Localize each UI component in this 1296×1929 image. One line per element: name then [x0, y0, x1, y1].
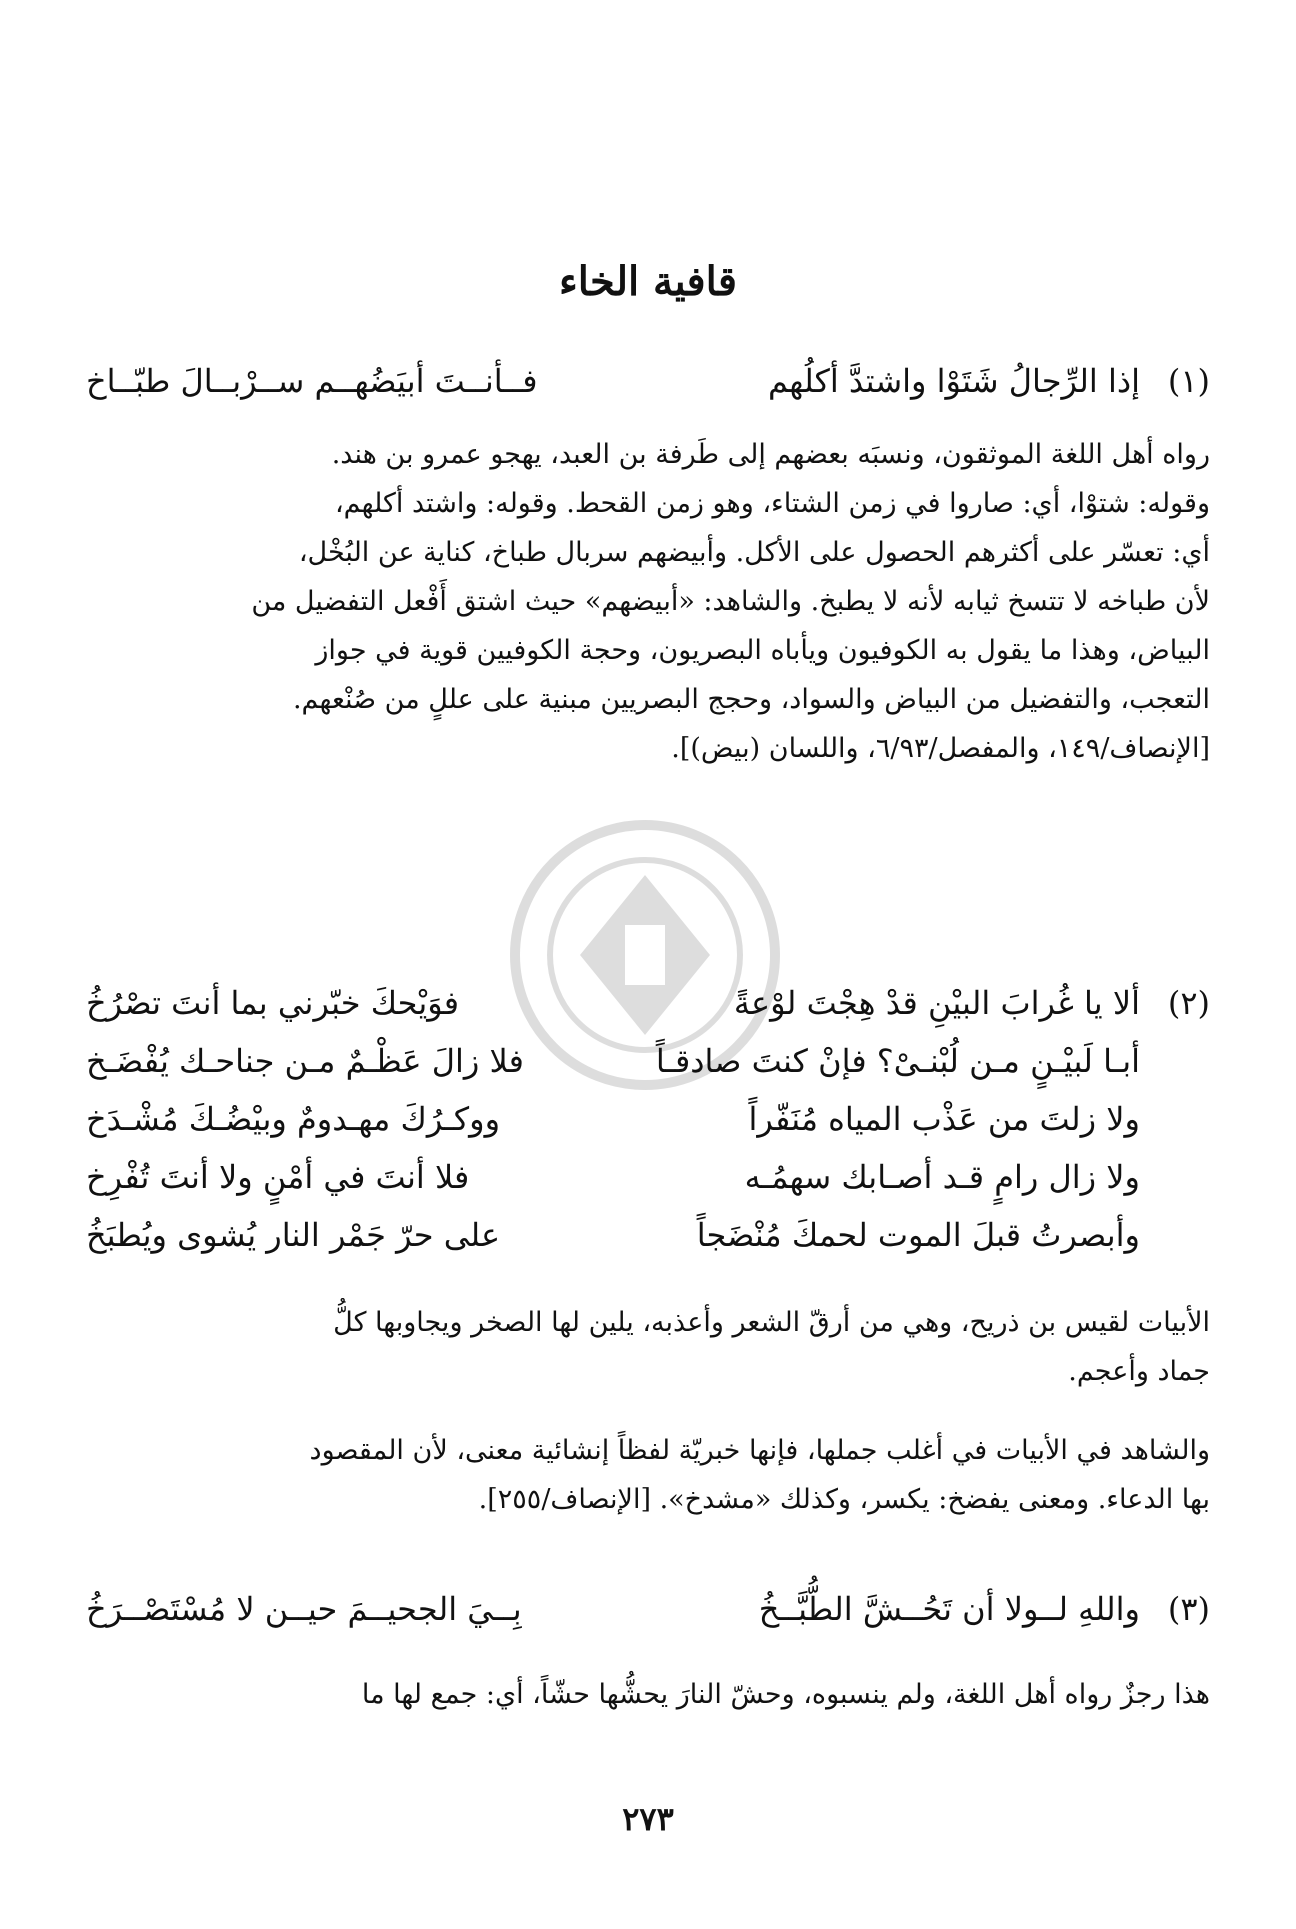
verse-number: (٢): [1167, 984, 1210, 1022]
commentary-line: والشاهد في الأبيات في أغلب جملها، فإنها خبريّة لفظاً إنشائية معنى، لأن المقصود: [309, 1435, 1210, 1466]
verse-number: (١): [1167, 362, 1210, 400]
verse-2-line-1: [86, 974, 1210, 1032]
verse-first-hemistich: وأبصرتُ قبلَ الموت لحمكَ مُنْضَجاً: [696, 1216, 1140, 1254]
commentary-2b: [86, 1426, 1210, 1524]
verse-2-line-4: [86, 1148, 1210, 1206]
verse-3: [86, 1580, 1210, 1638]
verse-second-hemistich: فوَيْحكَ خبّرني بما أنتَ تصْرُخُ: [86, 984, 460, 1022]
verse-second-hemistich: على حرّ جَمْر النار يُشوى ويُطبَخُ: [86, 1216, 501, 1254]
commentary-line: رواه أهل اللغة الموثقون، ونسبَه بعضهم إلى طَرفة بن العبد، يهجو عمرو بن هند.: [331, 439, 1210, 470]
verse-second-hemistich: فــأنــتَ أبيَضُهــم ســرْبــالَ طبّــاخ: [86, 362, 538, 400]
verse-second-hemistich: ووكـرُكَ مهـدومٌ وبيْضُـكَ مُشْـدَخ: [86, 1100, 501, 1138]
rhyme-section-title: قافية الخاء: [559, 258, 737, 305]
commentary-2a: [86, 1298, 1210, 1396]
commentary-1: [86, 430, 1210, 773]
verse-first-hemistich: ولا زال رامٍ قـد أصـابك سهمُـه: [744, 1158, 1140, 1196]
verse-first-hemistich: ألا يا غُرابَ البيْنِ قدْ هِجْتَ لوْعةً: [733, 984, 1140, 1022]
verse-first-hemistich: أبـا لَبيْـنٍ مـن لُبْنـىْ؟ فإنْ كنتَ صادقـاً: [655, 1042, 1140, 1080]
commentary-line: الأبيات لقيس بن ذريح، وهي من أرقّ الشعر وأعذبه، يلين لها الصخر ويجاوبها كلُّ: [333, 1307, 1210, 1338]
verse-first-hemistich: ولا زلتَ من عَذْب المياه مُنَفّراً: [748, 1100, 1140, 1138]
commentary-line: وقوله: شتوْا، أي: صاروا في زمن الشتاء، وهو زمن القحط. وقوله: واشتد أكلهم،: [334, 488, 1210, 519]
commentary-3: [86, 1670, 1210, 1719]
verse-2-line-5: [86, 1206, 1210, 1264]
verse-second-hemistich: فلا أنتَ في أمْنٍ ولا أنتَ تُفْرِخ: [86, 1158, 470, 1196]
commentary-line: أي: تعسّر على أكثرهم الحصول على الأكل. وأبيضهم سربال طباخ، كناية عن البُخْل،: [298, 537, 1210, 568]
commentary-line: البياض، وهذا ما يقول به الكوفيون ويأباه البصريون، وحجة الكوفيين قوية في جواز: [315, 635, 1210, 666]
verse-2-line-3: [86, 1090, 1210, 1148]
commentary-line: لأن طباخه لا تتسخ ثيابه لأنه لا يطبخ. والشاهد: «أبيضهم» حيث اشتق أَفْعل التفضيل من: [251, 586, 1210, 617]
verse-second-hemistich: فلا زالَ عَظْـمٌ مـن جناحـك يُفْضَـخ: [86, 1042, 524, 1080]
commentary-line: بها الدعاء. ومعنى يفضخ: يكسر، وكذلك «مشدخ». [الإنصاف/٢٥٥].: [478, 1484, 1210, 1515]
commentary-line: جماد وأعجم.: [1068, 1356, 1210, 1387]
commentary-line: [الإنصاف/١٤٩، والمفصل/٦/٩٣، واللسان (بيض)].: [671, 733, 1210, 764]
page-number: ٢٧٣: [622, 1800, 674, 1838]
verse-2-line-2: [86, 1032, 1210, 1090]
verse-second-hemistich: بِــيَ الجحيــمَ حيــن لا مُسْتَصْــرَخُ: [86, 1590, 522, 1628]
verse-first-hemistich: إذا الرِّجالُ شَتَوْا واشتدَّ أكلُهم: [767, 362, 1140, 400]
commentary-line: التعجب، والتفضيل من البياض والسواد، وحجج البصريين مبنية على عللٍ من صُنْعهم.: [292, 684, 1210, 715]
commentary-line: هذا رجزٌ رواه أهل اللغة، ولم ينسبوه، وحشّ النارَ يحشُّها حشّاً، أي: جمع لها ما: [361, 1679, 1210, 1710]
verse-first-hemistich: واللهِ لــولا أن تَحُــشَّ الطُّبَّــخُ: [758, 1590, 1140, 1628]
verse-1: [86, 352, 1210, 410]
verse-number: (٣): [1167, 1590, 1210, 1628]
